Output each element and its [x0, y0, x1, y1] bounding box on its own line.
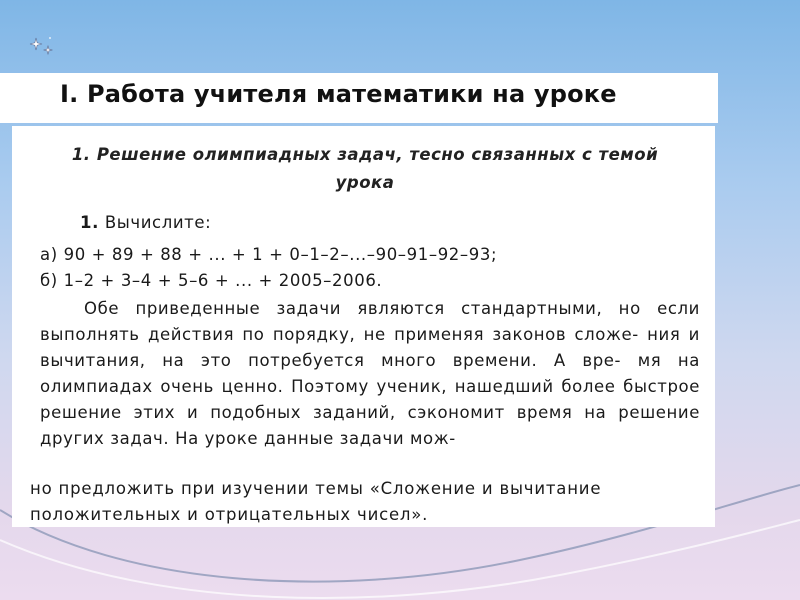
task-word: Вычислите:: [104, 213, 212, 232]
task-item-b: б) 1–2 + 3–4 + 5–6 + ... + 2005–2006.: [40, 271, 383, 290]
task-number: 1.: [80, 213, 99, 232]
sparkle-icon: [28, 34, 58, 60]
paragraph: [40, 296, 700, 452]
paragraph-line: Обе приведенные задачи являются стандартными, но если: [84, 299, 700, 318]
tail-line-2: положительных и отрицательных чисел».: [30, 505, 429, 524]
task-heading: [80, 212, 211, 234]
paragraph-line: более быстрое решение этих и подобных заданий, сэкономит: [40, 377, 700, 422]
section-subtitle: [30, 141, 700, 197]
paragraph-line: время на решение других задач. На уроке данные задачи мож-: [40, 403, 700, 448]
task-item-a: а) 90 + 89 + 88 + ... + 1 + 0–1–2–...–90–91–92–93;: [40, 245, 498, 264]
subtitle-line-1: 1. Решение олимпиадных задач, тесно связанных с темой: [71, 145, 659, 164]
subtitle-line-2: урока: [335, 173, 395, 192]
slide-title: I. Работа учителя математики на уроке: [60, 80, 617, 108]
paragraph-line: ния и вычитания, на это потребуется много времени. А вре-: [40, 325, 700, 370]
paragraph-line: выполнять действия по порядку, не применяя законов сложе-: [40, 325, 639, 344]
paragraph-line: мя на олимпиадах очень ценно. Поэтому ученик, нашедший: [40, 351, 700, 396]
tail-line-1: но предложить при изучении темы «Сложение и вычитание: [30, 479, 602, 498]
